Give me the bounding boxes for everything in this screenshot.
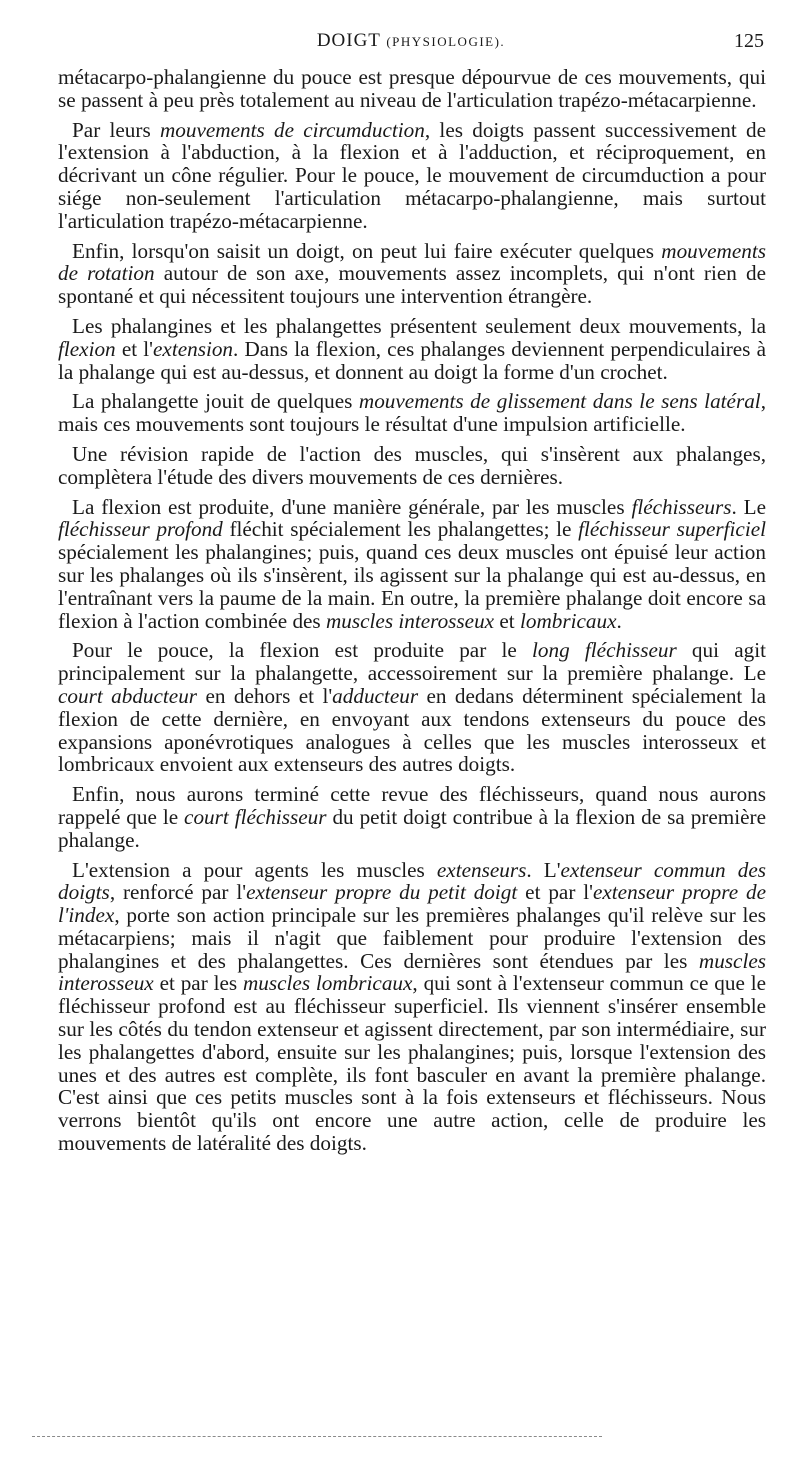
italic-term: muscles lombricaux <box>242 971 413 996</box>
text-run: , les doigts passent successivement de l'extension à l'abduction, à la flexion et à l'adduction, et réciproquement, en décrivant un cône régulier. Pour le pouce, le mouvement de circumduction a pour siége non-seulement l'articulation métacarpo-phalangienne, mais surtout l'articulation trapézo-métacarpienne. <box>58 117 767 233</box>
text-run: fléchit spécialement les phalangettes; le <box>222 517 579 542</box>
text-run: du petit doigt contribue à la flexion de sa première phalange. <box>58 804 766 852</box>
text-run: Les phalangines et les phalangettes présentent seulement deux mouvements, la <box>72 313 766 338</box>
text-run: autour de son axe, mouvements assez incomplets, qui n'ont rien de spontané et qui nécessitent toujours une intervention étrangère. <box>58 261 766 309</box>
italic-term: long fléchisseur <box>532 638 677 663</box>
page-header <box>58 30 764 60</box>
italic-term: fléchisseur superficiel <box>578 517 767 542</box>
paragraph <box>58 315 766 383</box>
text-run: Une révision rapide de l'action des muscles, qui s'insèrent aux phalanges, complètera l'étude des divers mouvements de ces dernières. <box>58 441 766 489</box>
italic-term: flexion <box>58 336 116 361</box>
italic-term: court fléchisseur <box>184 804 327 829</box>
italic-term: extenseur commun des doigts <box>58 857 766 905</box>
text-run: et par l' <box>517 880 593 905</box>
text-run: Enfin, lorsqu'on saisit un doigt, on peut lui faire exécuter quelques <box>72 238 662 263</box>
text-run: en dedans déterminent spécialement la flexion de cette dernière, en envoyant aux tendons extenseurs du pouce des expansions aponévrotiques analogues à celles que les muscles interosseux et lombricaux envoient aux extenseurs des autres doigts. <box>58 683 767 777</box>
footer-divider <box>32 1436 602 1437</box>
italic-term: mouvements de circumduction <box>159 117 425 142</box>
italic-term: mouvements de glissement dans le sens latéral <box>358 389 761 414</box>
running-title-subtitle: (PHYSIOLOGIE). <box>386 34 506 49</box>
text-run: L'extension a pour agents les muscles <box>72 857 437 882</box>
text-run: en dehors et l' <box>197 683 333 708</box>
italic-term: adducteur <box>332 683 419 708</box>
italic-term: lombricaux <box>519 608 617 633</box>
paragraph <box>58 390 766 436</box>
italic-term: mouvements de rotation <box>58 238 766 286</box>
text-run: Pour le pouce, la flexion est produite par le <box>72 638 532 663</box>
italic-term: extenseurs <box>436 857 527 882</box>
running-title <box>58 30 764 52</box>
italic-term: fléchisseur profond <box>58 517 223 542</box>
text-run: , mais ces mouvements sont toujours le résultat d'une impulsion artificielle. <box>58 389 766 437</box>
italic-term: court abducteur <box>58 683 198 708</box>
italic-term: extension <box>153 336 234 361</box>
paragraph <box>58 639 766 776</box>
italic-term: extenseur propre de l'index <box>58 880 767 928</box>
text-run: et <box>494 608 520 633</box>
text-run: spécialement les phalangines; puis, quand ces deux muscles ont épuisé leur action sur les phalanges où ils s'insèrent, ils agissent sur la phalange qui est au-dessus, en l'entraînant vers la paume de la main. En outre, la première phalange doit encore sa flexion à l'action combinée des <box>58 540 766 633</box>
italic-term: muscles interosseux <box>325 608 495 633</box>
text-run: , porte son action principale sur les premières phalanges qu'il relève sur les métacarpiens; mais il n'agit que faiblement pour produire l'extension des phalangines et des phalangettes. Ces dernières sont étendues par les <box>58 903 766 973</box>
text-run: . Le <box>731 494 766 519</box>
paragraph <box>58 119 766 233</box>
body-text <box>58 66 766 1162</box>
text-run: . Dans la flexion, ces phalanges deviennent perpendiculaires à la phalange qui est au-dessus, et donnent au doigt la forme d'un crochet. <box>58 336 767 384</box>
italic-term: extenseur propre du petit doigt <box>246 880 518 905</box>
running-title-main: DOIGT <box>316 30 381 51</box>
italic-term: muscles interosseux <box>58 948 766 996</box>
italic-term: fléchisseurs <box>631 494 732 519</box>
text-run: qui agit principalement sur la phalangette, accessoirement sur la première phalange. Le <box>58 638 766 686</box>
text-run: La phalangette jouit de quelques <box>72 389 359 414</box>
paragraph <box>58 859 766 1155</box>
paragraph <box>58 66 766 112</box>
page-number: 125 <box>734 30 764 52</box>
text-run: La flexion est produite, d'une manière générale, par les muscles <box>72 494 632 519</box>
text-run: , qui sont à l'extenseur commun ce que le fléchisseur profond est au fléchisseur superficiel. Ils viennent s'insérer ensemble sur les côtés du tendon extenseur et agissent directement, par son intermédiaire, sur les phalangettes d'abord, ensuite sur les phalangines; puis, lorsque l'extension des unes et des autres est complète, ils font basculer en avant la première phalange. C'est ainsi que ces petits muscles sont à la fois extenseurs et fléchisseurs. Nous verrons bientôt qu'ils ont encore une autre action, celle de produire les mouvements de latéralité des doigts. <box>58 971 766 1156</box>
text-run: , renforcé par l' <box>109 880 247 905</box>
text-run: et l' <box>115 336 154 361</box>
paragraph <box>58 443 766 489</box>
text-run: et par les <box>153 971 243 996</box>
text-run: Enfin, nous aurons terminé cette revue des fléchisseurs, quand nous aurons rappelé que le <box>58 782 766 829</box>
text-run: . <box>616 608 622 633</box>
paragraph <box>58 496 766 633</box>
paragraph <box>58 783 766 851</box>
text-run: Par leurs <box>72 117 160 142</box>
text-run: . L' <box>526 857 561 882</box>
text-run: métacarpo-phalangienne du pouce est presque dépourvue de ces mouvements, qui se passent à peu près totalement au niveau de l'articulation trapézo-métacarpienne. <box>58 65 766 112</box>
paragraph <box>58 240 766 308</box>
